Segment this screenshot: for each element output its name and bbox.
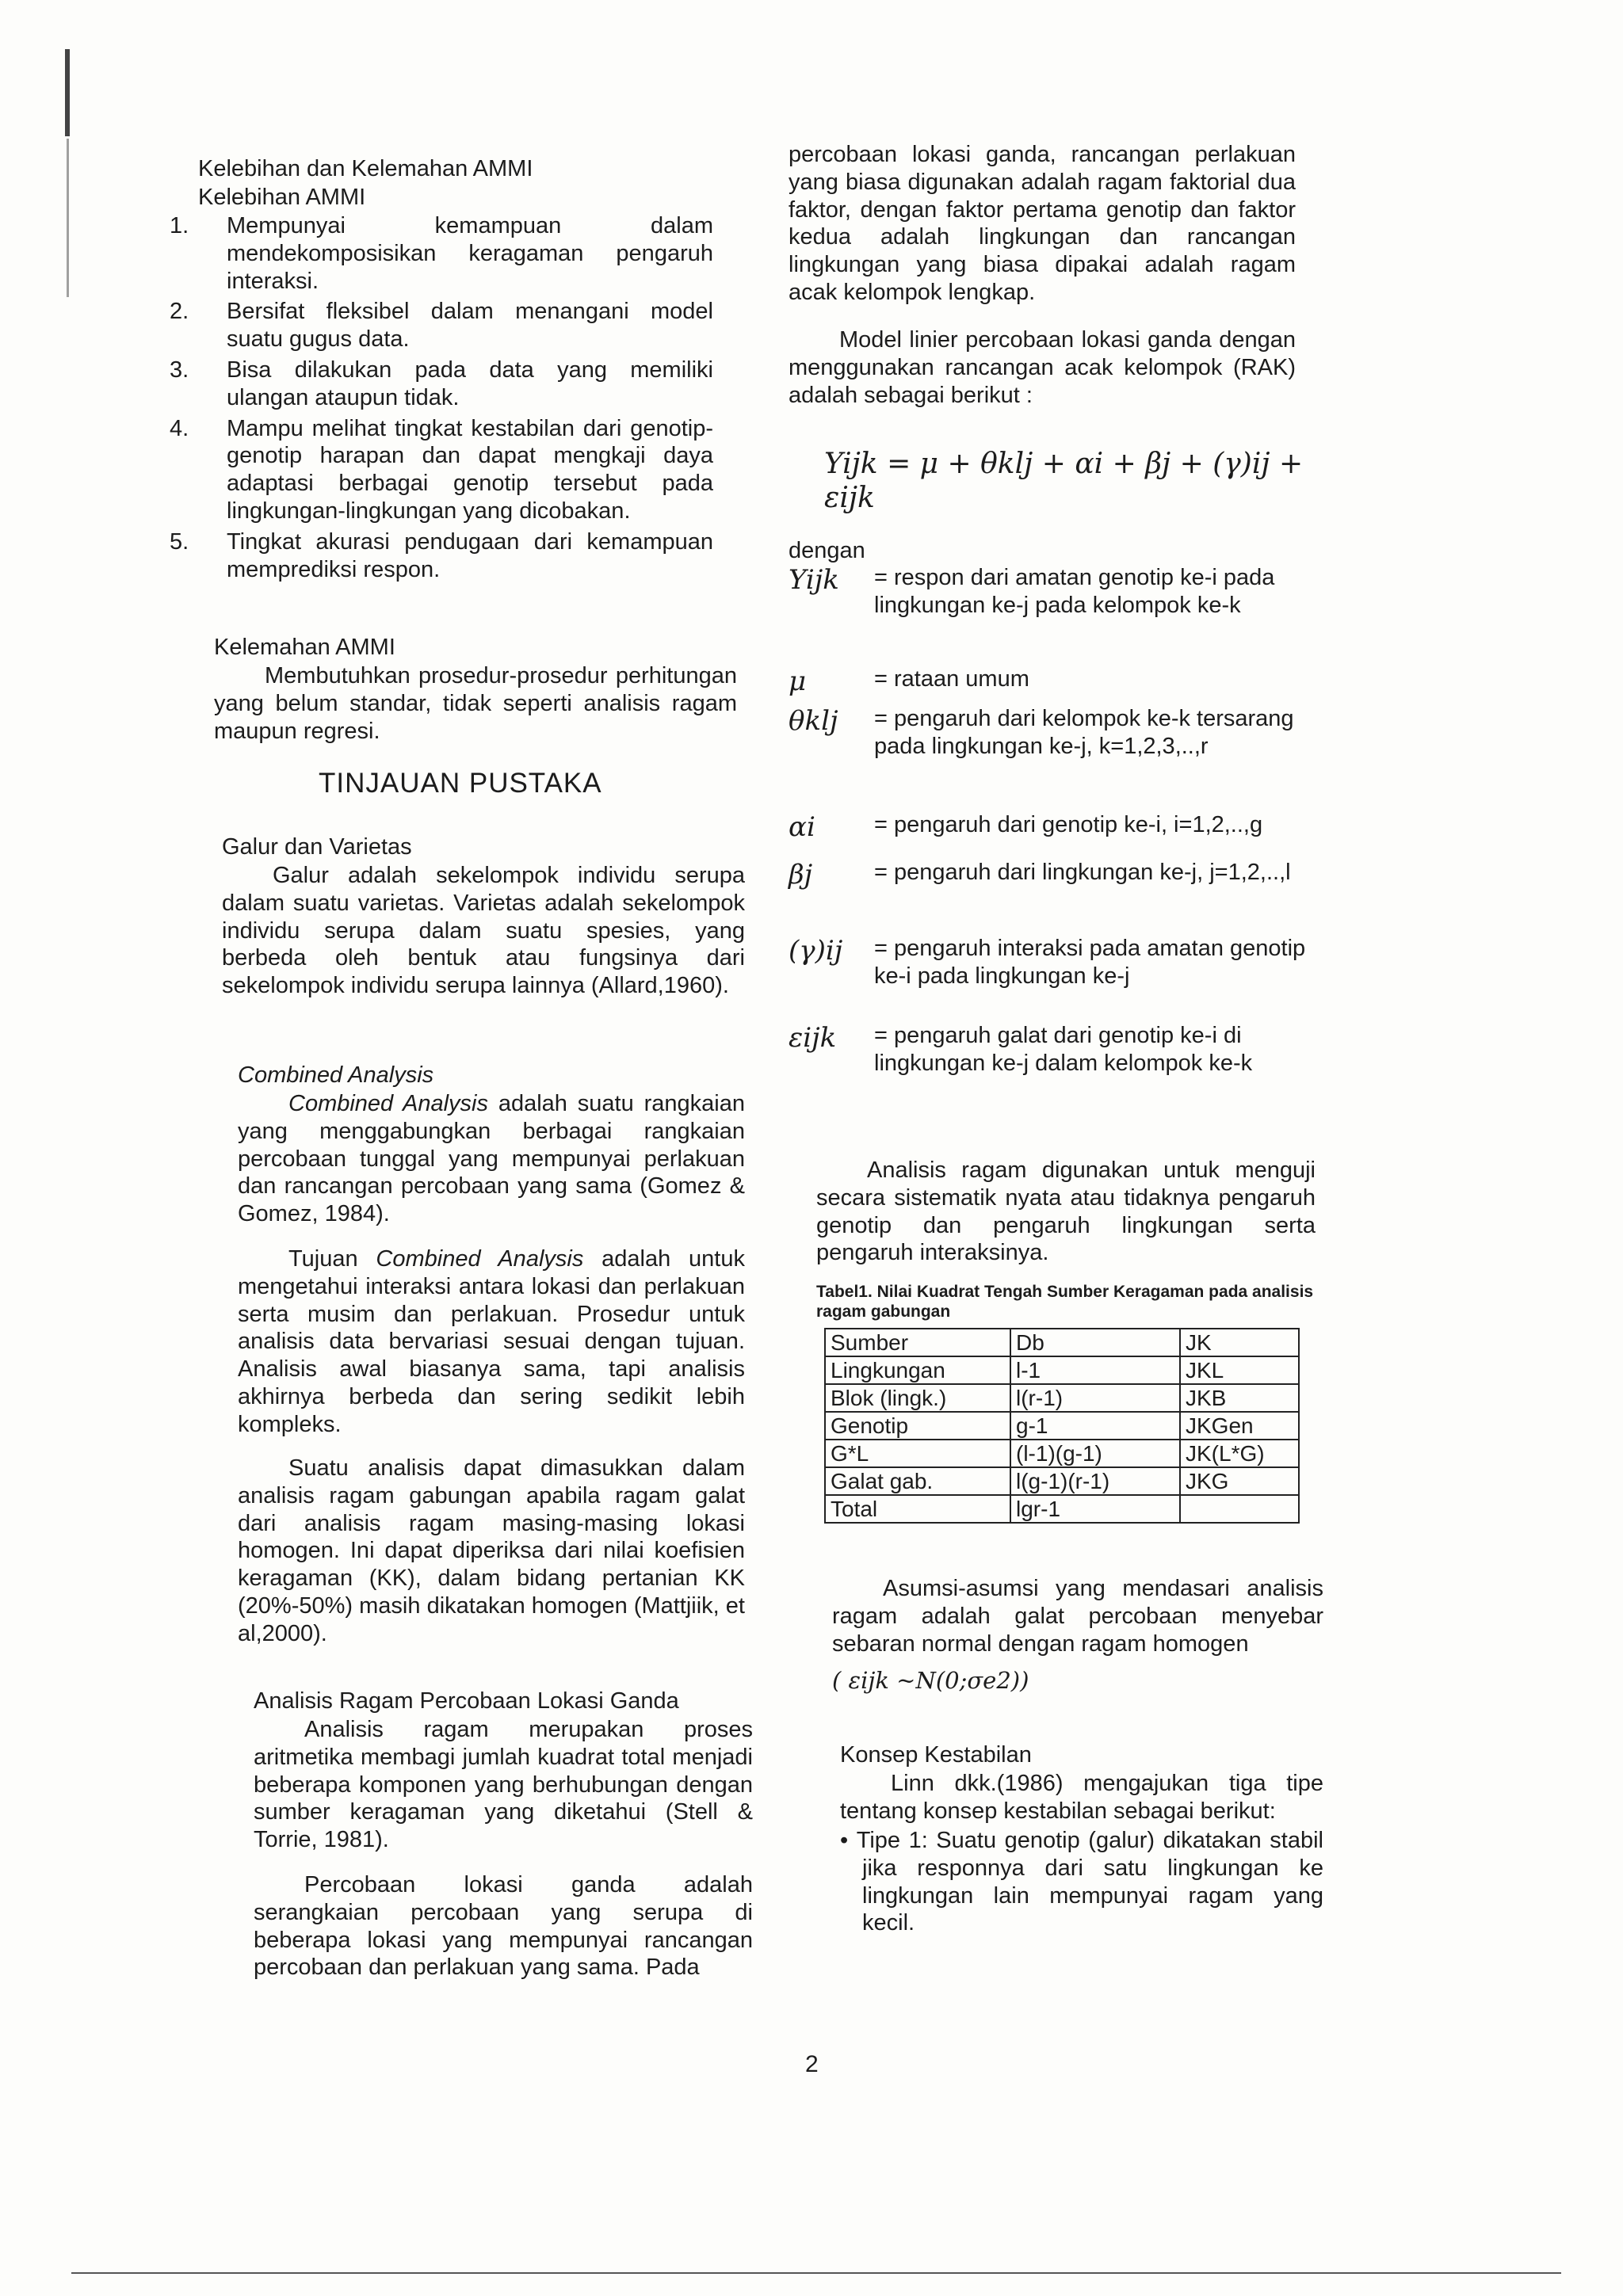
anova-paragraph-2: Percobaan lokasi ganda adalah serangkaian percobaan yang serupa di beberapa lokasi yang mempunyai rancangan percobaan dan perlakuan yang sama. Pada <box>254 1872 753 1981</box>
ragam-text: Analisis ragam digunakan untuk menguji secara sistematik nyata atau tidaknya pengaruh genotip dan pengaruh lingkungan serta pengaruh interaksinya. <box>816 1158 1316 1266</box>
kelemahan-heading: Kelemahan AMMI <box>214 635 395 660</box>
kelemahan-text: Membutuhkan prosedur-prosedur perhitungan yang belum standar, tidak seperti analisis ragam maupun regresi. <box>214 663 737 744</box>
kelebihan-list <box>170 212 713 583</box>
table-row: G*L (l-1)(g-1) JK(L*G) <box>825 1440 1299 1467</box>
konsep-heading: Konsep Kestabilan <box>840 1742 1032 1768</box>
list-item: 2. Bersifat fleksibel dalam menangani model suatu gugus data. <box>170 299 713 353</box>
model-equation: Yijk = μ + θklj + αi + βj + (γ)ij + εijk <box>824 448 1304 515</box>
scan-mark <box>65 49 70 136</box>
anova-heading: Analisis Ragam Percobaan Lokasi Ganda <box>254 1688 679 1714</box>
list-item: 1. Mempunyai kemampuan dalam mendekomposisikan keragaman pengaruh interaksi. <box>170 213 713 294</box>
page-number: 2 <box>805 2051 819 2077</box>
symbol-definitions: Yijk = respon dari amatan genotip ke-i pada lingkungan ke-j pada kelompok ke-k μ = rataan umum θklj = pengaruh dari kelompok ke-k tersarang pada lingkungan ke-j, k=1,2,3,..,r αi = pengaruh dari genotip ke-i, i=1,2,..,g βj = pengaruh dari lingkungan ke-j, j=1,2,..,l (γ)ij = pengaruh interaksi pada amatan genotip ke-i pada lingkungan ke-j εijk = pengaruh galat dari genotip ke-i di lingkungan ke-j dalam kelompok ke-k <box>789 564 1306 1076</box>
table-row: Genotip g-1 JKGen <box>825 1412 1299 1440</box>
list-item: 5. Tingkat akurasi pendugaan dari kemampuan memprediksi respon. <box>170 528 713 582</box>
table-header-row <box>825 1329 1299 1356</box>
tipe-1-item: • Tipe 1: Suatu genotip (galur) dikatakan stabil jika responnya dari satu lingkungan ke lingkungan lain mempunyai ragam yang kecil. <box>840 1828 1324 1936</box>
list-item: 4. Mampu melihat tingkat kestabilan dari genotip-genotip harapan dan dapat mengkaji daya adaptasi berbagai genotip tersebut pada lingkungan-lingkungan yang dicobakan. <box>170 415 713 524</box>
galur-heading: Galur dan Varietas <box>222 834 412 860</box>
scan-edge-line <box>71 2272 1561 2274</box>
section-title: TINJAUAN PUSTAKA <box>319 768 602 799</box>
model-text: Model linier percobaan lokasi ganda dengan menggunakan rancangan acak kelompok (RAK) adalah sebagai berikut : <box>789 327 1296 408</box>
kelebihan-kelemahan-heading: Kelebihan dan Kelemahan AMMI <box>198 156 533 181</box>
table-row: Galat gab. l(g-1)(r-1) JKG <box>825 1467 1299 1495</box>
table-header-cell: JK <box>1180 1329 1299 1356</box>
bullet-icon: • <box>840 1828 857 1853</box>
table-row: Lingkungan l-1 JKL <box>825 1356 1299 1384</box>
combined-paragraph-2: Tujuan Combined Analysis adalah untuk mengetahui interaksi antara lokasi dan perlakuan serta musim dan perlakuan. Prosedur untuk analisis data bervariasi sesuai dengan tujuan. Analisis awal biasanya sama, tapi analisis akhirnya berbeda dan sering sedikit lebih kompleks. <box>238 1246 745 1437</box>
asumsi-text: Asumsi-asumsi yang mendasari analisis ragam adalah galat percobaan menyebar sebaran normal dengan ragam homogen <box>832 1576 1323 1657</box>
anova-paragraph-1: Analisis ragam merupakan proses aritmetika membagi jumlah kuadrat total menjadi beberapa komponen yang berhubungan dengan sumber keragaman yang diketahui (Stell & Torrie, 1981). <box>254 1717 753 1853</box>
anova-table <box>824 1328 1300 1524</box>
combined-heading: Combined Analysis <box>238 1062 434 1088</box>
galur-text: Galur adalah sekelompok individu serupa dalam suatu varietas. Varietas adalah sekelompok individu serupa dalam suatu spesies, yang berbeda oleh bentuk atau fungsinya dari sekelompok individu serupa lainnya (Allard,1960). <box>222 863 745 999</box>
table-caption: Tabel1. Nilai Kuadrat Tengah Sumber Keragaman pada analisis ragam gabungan <box>816 1283 1314 1322</box>
combined-paragraph-3: Suatu analisis dapat dimasukkan dalam analisis ragam gabungan apabila ragam galat dari analisis ragam masing-masing lokasi homogen. Ini dapat diperiksa dari nilai koefisien keragaman (KK), dalam bidang pertanian KK (20%-50%) masih dikatakan homogen (Mattjiik, et al,2000). <box>238 1455 745 1646</box>
table-header-cell: Sumber <box>825 1329 1010 1356</box>
konsep-text: Linn dkk.(1986) mengajukan tiga tipe tentang konsep kestabilan sebagai berikut: <box>840 1771 1323 1824</box>
list-item: 3. Bisa dilakukan pada data yang memiliki ulangan ataupun tidak. <box>170 357 713 410</box>
combined-paragraph-1: Combined Analysis adalah suatu rangkaian yang menggabungkan berbagai rangkaian percobaan tunggal yang mempunyai perlakuan dan rancangan percobaan yang sama (Gomez & Gomez, 1984). <box>238 1091 745 1227</box>
kelebihan-heading: Kelebihan AMMI <box>198 185 366 210</box>
continuation-text: percobaan lokasi ganda, rancangan perlakuan yang biasa digunakan adalah ragam faktorial dua faktor, dengan faktor pertama genotip dan faktor kedua adalah lingkungan dan rancangan lingkungan yang biasa dipakai adalah ragam acak kelompok lengkap. <box>789 142 1296 305</box>
scan-mark <box>67 139 69 297</box>
table-row: Total lgr-1 <box>825 1495 1299 1523</box>
table-header-cell: Db <box>1010 1329 1180 1356</box>
asumsi-formula: ( εijk ~N(0;σe2)) <box>832 1667 1029 1694</box>
dengan-label: dengan <box>789 538 865 563</box>
table-row: Blok (lingk.) l(r-1) JKB <box>825 1384 1299 1412</box>
